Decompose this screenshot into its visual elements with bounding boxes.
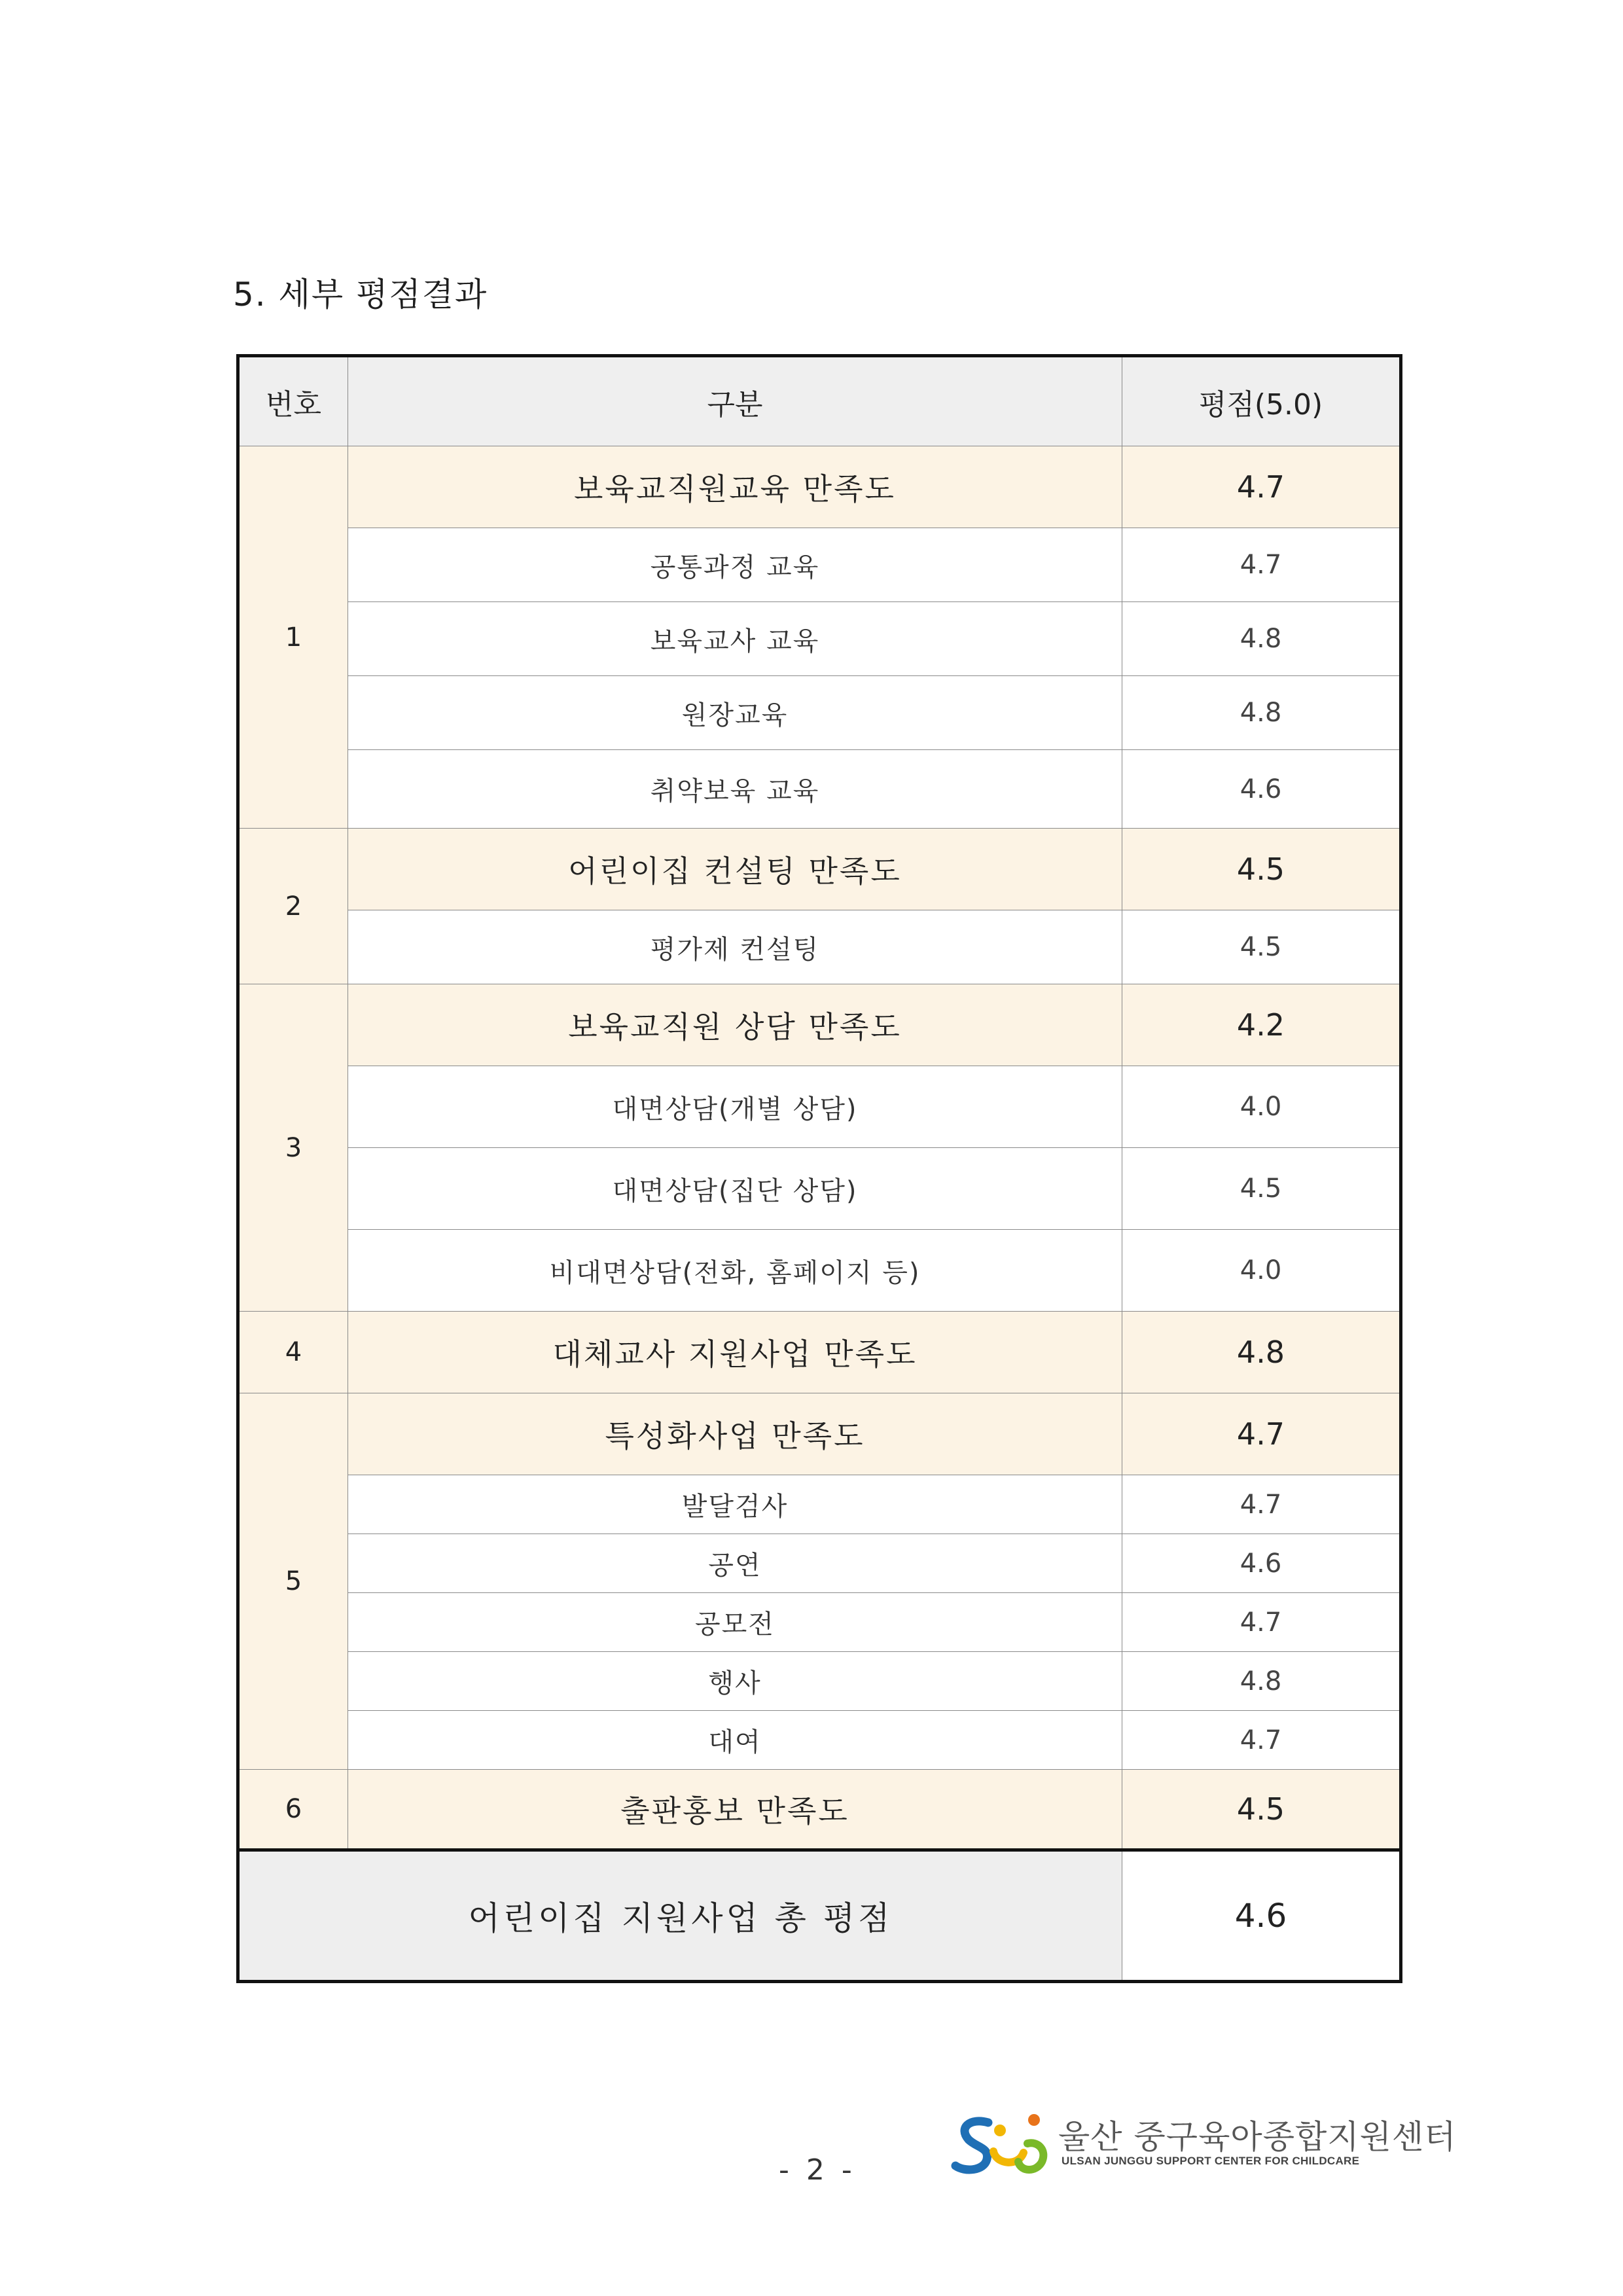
header-category: 구분 [348,356,1122,446]
category-label: 대체교사 지원사업 만족도 [348,1312,1122,1393]
item-score: 4.7 [1122,1593,1401,1652]
group-number: 5 [238,1393,348,1770]
table-row [238,1475,1401,1534]
category-label: 특성화사업 만족도 [348,1393,1122,1475]
item-score: 4.6 [1122,1534,1401,1593]
item-score: 4.6 [1122,750,1401,829]
table-row [238,750,1401,829]
category-score: 4.5 [1122,829,1401,910]
item-label: 행사 [348,1652,1122,1711]
group-number: 6 [238,1770,348,1850]
category-score: 4.7 [1122,446,1401,528]
item-score: 4.8 [1122,602,1401,676]
table-row [238,1711,1401,1770]
table-row [238,1148,1401,1230]
table-row [238,1652,1401,1711]
item-label: 발달검사 [348,1475,1122,1534]
item-label: 대면상담(집단 상담) [348,1148,1122,1230]
item-label: 공연 [348,1534,1122,1593]
page-number: - 2 - [779,2153,856,2187]
category-label: 보육교직원 상담 만족도 [348,984,1122,1066]
item-label: 대여 [348,1711,1122,1770]
header-num: 번호 [238,356,348,446]
logo-title: 울산 중구육아종합지원센터 [1058,2118,1457,2156]
category-row [238,984,1401,1066]
item-label: 공모전 [348,1593,1122,1652]
item-label: 원장교육 [348,676,1122,750]
table-header-row [238,356,1401,446]
item-label: 보육교사 교육 [348,602,1122,676]
category-score: 4.8 [1122,1312,1401,1393]
group-number: 1 [238,446,348,829]
category-label: 어린이집 컨설팅 만족도 [348,829,1122,910]
item-score: 4.7 [1122,1475,1401,1534]
center-logo [950,2104,1457,2183]
category-score: 4.5 [1122,1770,1401,1850]
category-row [238,829,1401,910]
total-score: 4.6 [1122,1850,1401,1982]
logo-subtitle: ULSAN JUNGGU SUPPORT CENTER FOR CHILDCARE [1061,2155,1360,2167]
item-score: 4.0 [1122,1066,1401,1148]
table-row [238,676,1401,750]
category-score: 4.2 [1122,984,1401,1066]
table-row [238,528,1401,602]
group-number: 4 [238,1312,348,1393]
category-row [238,1393,1401,1475]
item-label: 비대면상담(전화, 홈페이지 등) [348,1230,1122,1312]
item-score: 4.8 [1122,1652,1401,1711]
category-label: 출판홍보 만족도 [348,1770,1122,1850]
category-row [238,446,1401,528]
table-row [238,1534,1401,1593]
score-table [236,354,1402,1983]
table-row [238,602,1401,676]
section-heading: 5. 세부 평점결과 [233,276,488,314]
table-row [238,1066,1401,1148]
item-score: 4.5 [1122,1148,1401,1230]
category-label: 보육교직원교육 만족도 [348,446,1122,528]
item-score: 4.0 [1122,1230,1401,1312]
category-score: 4.7 [1122,1393,1401,1475]
category-row [238,1770,1401,1850]
item-label: 대면상담(개별 상담) [348,1066,1122,1148]
item-label: 취약보육 교육 [348,750,1122,829]
group-number: 2 [238,829,348,984]
table-row [238,1230,1401,1312]
category-row [238,1312,1401,1393]
item-label: 평가제 컨설팅 [348,910,1122,984]
center-logo-icon [950,2104,1055,2183]
item-label: 공통과정 교육 [348,528,1122,602]
total-label: 어린이집 지원사업 총 평점 [238,1850,1122,1982]
header-score: 평점(5.0) [1122,356,1401,446]
item-score: 4.5 [1122,910,1401,984]
item-score: 4.8 [1122,676,1401,750]
table-row [238,1593,1401,1652]
table-row [238,910,1401,984]
item-score: 4.7 [1122,528,1401,602]
item-score: 4.7 [1122,1711,1401,1770]
total-row [238,1850,1401,1982]
group-number: 3 [238,984,348,1312]
